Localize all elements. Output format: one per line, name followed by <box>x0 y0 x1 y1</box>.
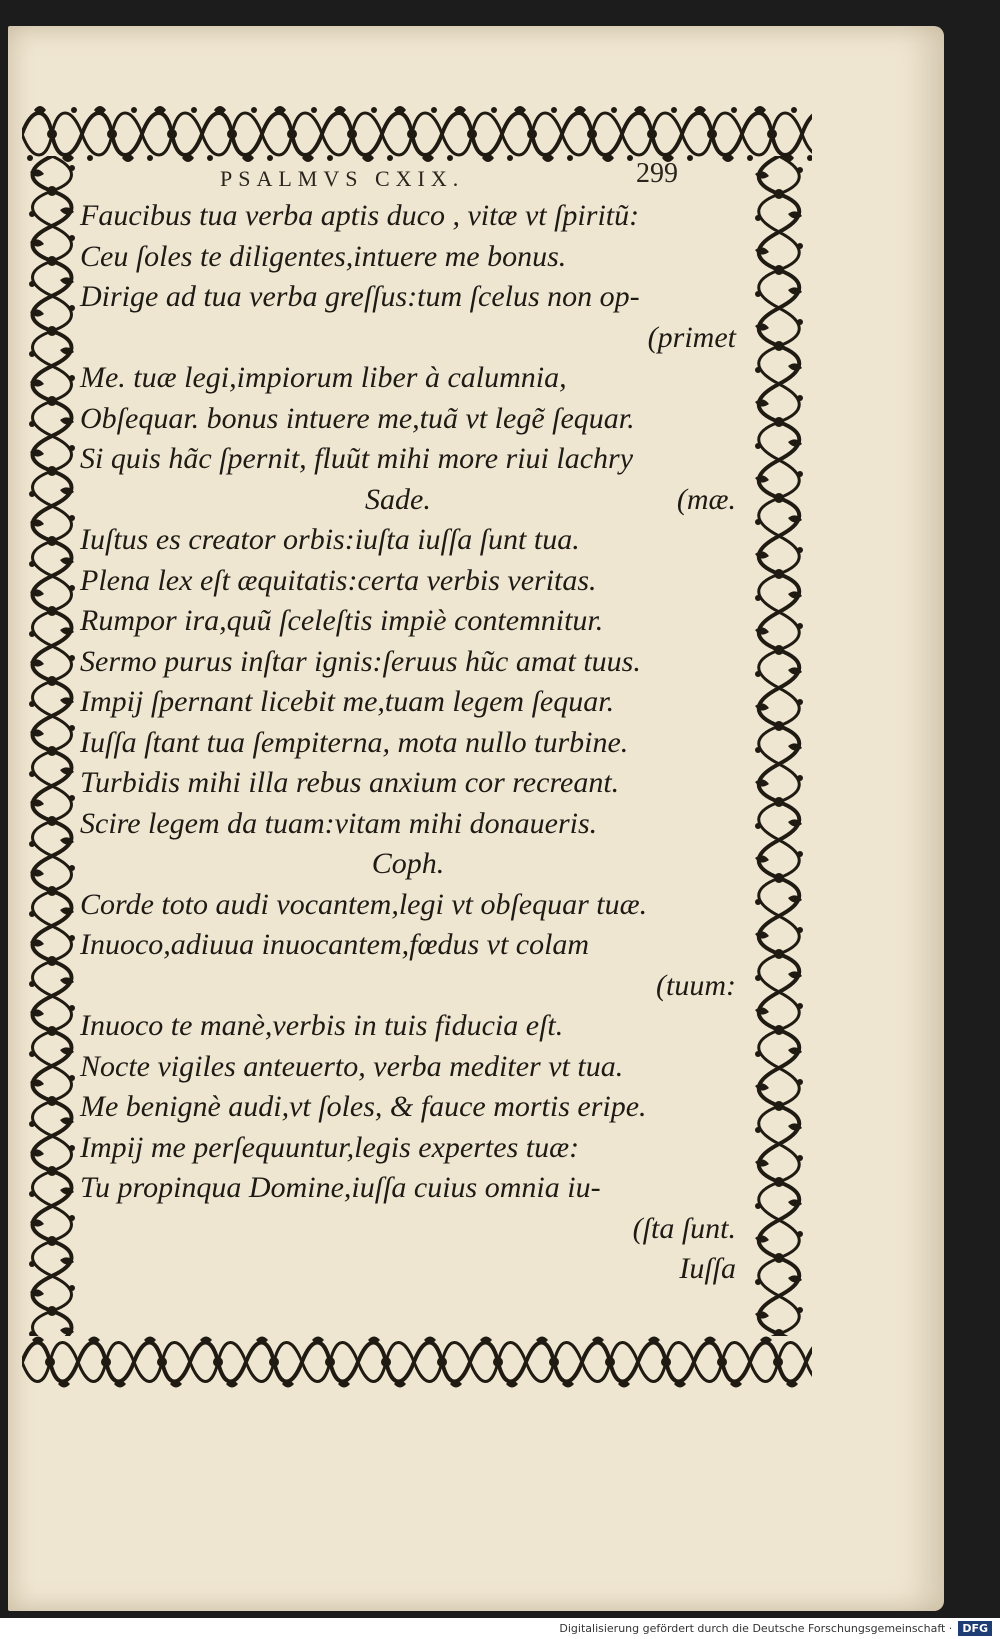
text-line: Impij me perſequuntur,legis expertes tuæ: <box>80 1130 580 1164</box>
text-line: (tuum: <box>656 968 736 1002</box>
ornament-bottom-band <box>22 1328 812 1396</box>
text-line: Rumpor ira,quũ ſceleſtis impiè contemnitur. <box>80 604 604 637</box>
ornament-top-band <box>22 96 812 172</box>
text-line: Sermo purus inſtar ignis:ſeruus hũc amat tuus. <box>80 644 641 678</box>
text-line: Corde toto audi vocantem,legi vt obſequar tuæ. <box>80 887 648 921</box>
verse-group-intro <box>80 196 736 480</box>
verse-group-sade <box>80 520 736 844</box>
text-line: Iuſſa <box>679 1252 736 1285</box>
text-line: Iuſtus es creator orbis:iuſta iuſſa ſunt tua. <box>80 523 580 556</box>
footer-credit: Digitalisierung gefördert durch die Deutsche Forschungsgemeinschaft · <box>559 1622 953 1635</box>
text-line: Inuoco te manè,verbis in tuis fiducia eſt. <box>80 1009 564 1042</box>
text-line: Nocte vigiles anteuerto, verba mediter vt tua. <box>80 1049 624 1083</box>
text-line: Tu propinqua Domine,iuſſa cuius omnia iu- <box>80 1171 601 1204</box>
line-continuation: (mæ. <box>676 482 736 516</box>
text-line: Si quis hãc ſpernit, fluũt mihi more riui lachry <box>80 442 634 475</box>
ornament-left-band <box>22 156 82 1336</box>
text-line: (ſta ſunt. <box>632 1211 736 1245</box>
ornament-right-band <box>746 156 812 1336</box>
text-line: Obſequar. bonus intuere me,tuã vt legẽ ſequar. <box>80 401 635 435</box>
text-line: Ceu ſoles te diligentes,intuere me bonus. <box>80 239 567 273</box>
text-line: Plena lex eſt æquitatis:certa verbis veritas. <box>80 563 597 597</box>
text-line: Faucibus tua verba aptis duco , vitæ vt ſpiritũ: <box>80 199 640 232</box>
text-line: (primet <box>647 320 736 354</box>
running-title: PSALMVS CXIX. <box>220 166 465 191</box>
text-line: Me benignè audi,vt ſoles, & fauce mortis eripe. <box>80 1090 647 1123</box>
text-line: Me. tuæ legi,impiorum liber à calumnia, <box>80 361 567 394</box>
page-number: 299 <box>636 158 678 189</box>
text-line: Turbidis mihi illa rebus anxium cor recreant. <box>80 766 620 799</box>
text-line: Dirige ad tua verba greſſus:tum ſcelus non op- <box>80 280 640 313</box>
text-line: Impij ſpernant licebit me,tuam legem ſequar. <box>80 685 615 718</box>
book-page <box>8 26 944 1611</box>
text-line: Inuoco,adiuua inuocantem,fœdus vt colam <box>80 928 590 961</box>
verse-group-coph <box>80 885 736 1290</box>
dfg-logo: DFG <box>958 1621 992 1636</box>
text-line: Scire legem da tuam:vitam mihi donaueris. <box>80 806 598 840</box>
section-heading-coph: Coph. <box>371 847 445 880</box>
psalm-text <box>80 196 736 1290</box>
text-line: Iuſſa ſtant tua ſempiterna, mota nullo turbine. <box>80 725 629 759</box>
section-heading-sade: Sade. <box>365 482 431 516</box>
digitization-footer <box>0 1618 1000 1639</box>
section-heading-sade-line <box>80 480 736 521</box>
